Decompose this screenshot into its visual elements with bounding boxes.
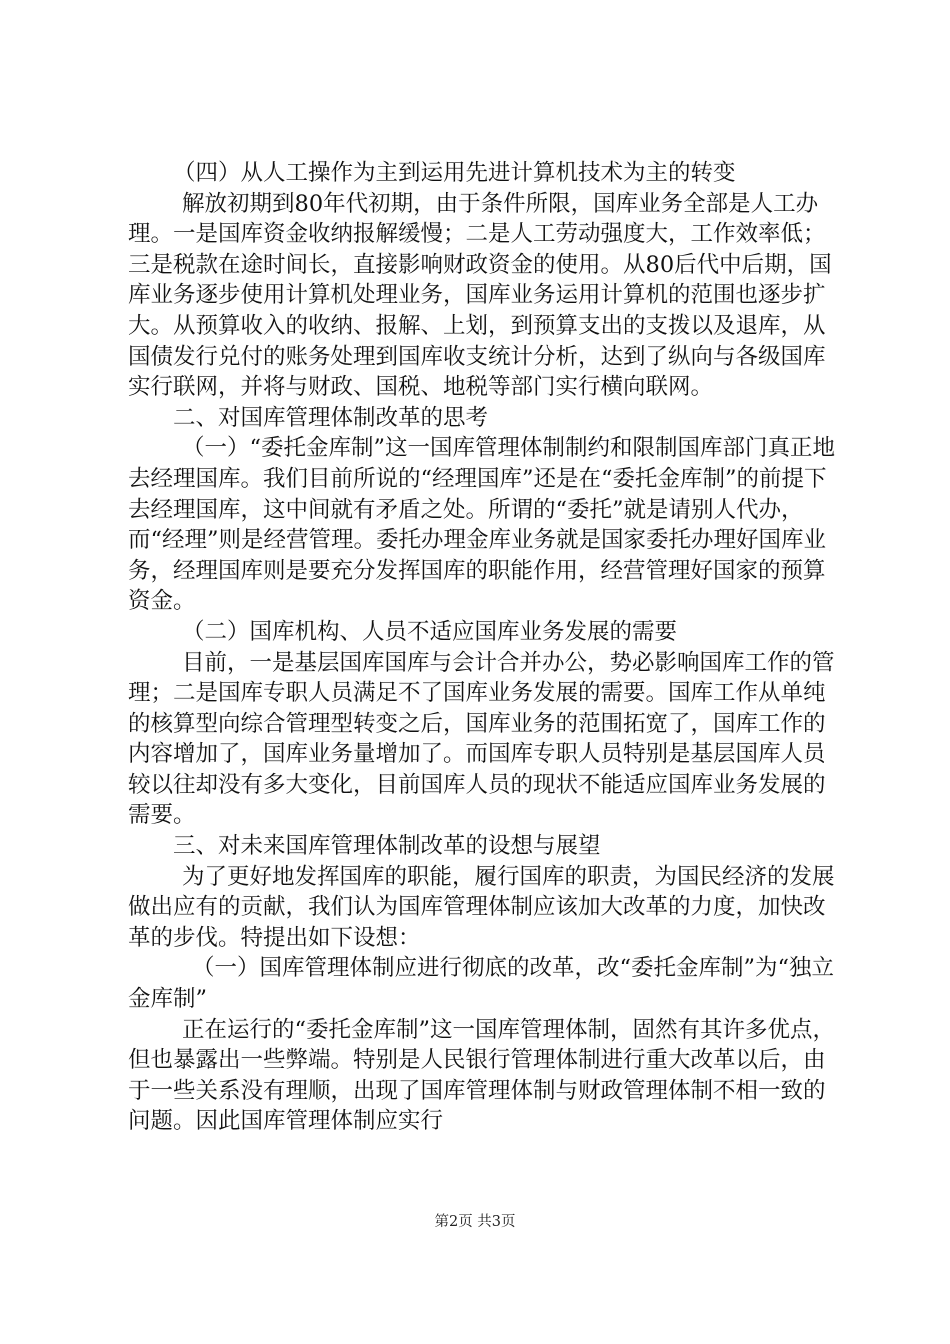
paragraph-computerization: 解放初期到80年代初期，由于条件所限，国库业务全部是人工办理。一是国库资金收纳报解缓慢；二是人工劳动强度大，工作效率低；三是税款在途时间长，直接影响财政资金的使用。从80后代中后期，国库业务逐步使用计算机处理业务，国库业务运用计算机的范围也逐步扩大。从预算收入的收纳、报解、上划，到预算支出的支拨以及退库，从国债发行兑付的账务处理到国库收支统计分析，达到了纵向与各级国库实行联网，并将与财政、国税、地税等部门实行横向联网。 — [128, 190, 832, 401]
section-heading-2: 二、对国库管理体制改革的思考 — [173, 404, 489, 431]
paragraph-entrusted-treasury: （一）“委托金库制”这一国库管理体制制约和限制国库部门真正地去经理国库。我们目前所说的“经理国库”还是在“委托金库制”的前提下去经理国库，这中间就有矛盾之处。所谓的“委托”就是请别人代办，而“经理”则是经营管理。委托办理金库业务就是国家委托办理好国库业务，经理国库则是要充分发挥国库的职能作用，经营管理好国家的预算资金。 — [128, 435, 836, 615]
page-footer: 第2页 共3页 — [434, 1214, 516, 1230]
paragraph-staffing: 目前，一是基层国库国库与会计合并办公，势必影响国库工作的管理；二是国库专职人员满足不了国库业务发展的需要。国库工作从单纯的核算型向综合管理型转变之后，国库业务的范围拓宽了，国库工作的内容增加了，国库业务量增加了。而国库专职人员特别是基层国库人员较以往却没有多大变化，目前国库人员的现状不能适应国库业务发展的需要。 — [128, 649, 835, 829]
paragraph-reform-intro: 为了更好地发挥国库的职能，履行国库的职责，为国民经济的发展做出应有的贡献，我们认为国库管理体制应该加大改革的力度，加快改革的步伐。特提出如下设想： — [128, 863, 835, 951]
document-body — [128, 158, 838, 1137]
section-heading-3: 三、对未来国库管理体制改革的设想与展望 — [173, 833, 601, 860]
paragraph-current-system: 正在运行的“委托金库制”这一国库管理体制，固然有其许多优点，但也暴露出一些弊端。特别是人民银行管理体制进行重大改革以后，由于一些关系没有理顺，出现了国库管理体制与财政管理体制不相一致的问题。因此国库管理体制应实行 — [128, 1016, 836, 1135]
paragraph-heading-4: （四）从人工操作为主到运用先进计算机技术为主的转变 — [173, 160, 736, 186]
paragraph-heading-independent: （一）国库管理体制应进行彻底的改革，改“委托金库制”为“独立金库制” — [128, 955, 835, 1013]
paragraph-heading-staffing: （二）国库机构、人员不适应国库业务发展的需要 — [182, 618, 678, 645]
